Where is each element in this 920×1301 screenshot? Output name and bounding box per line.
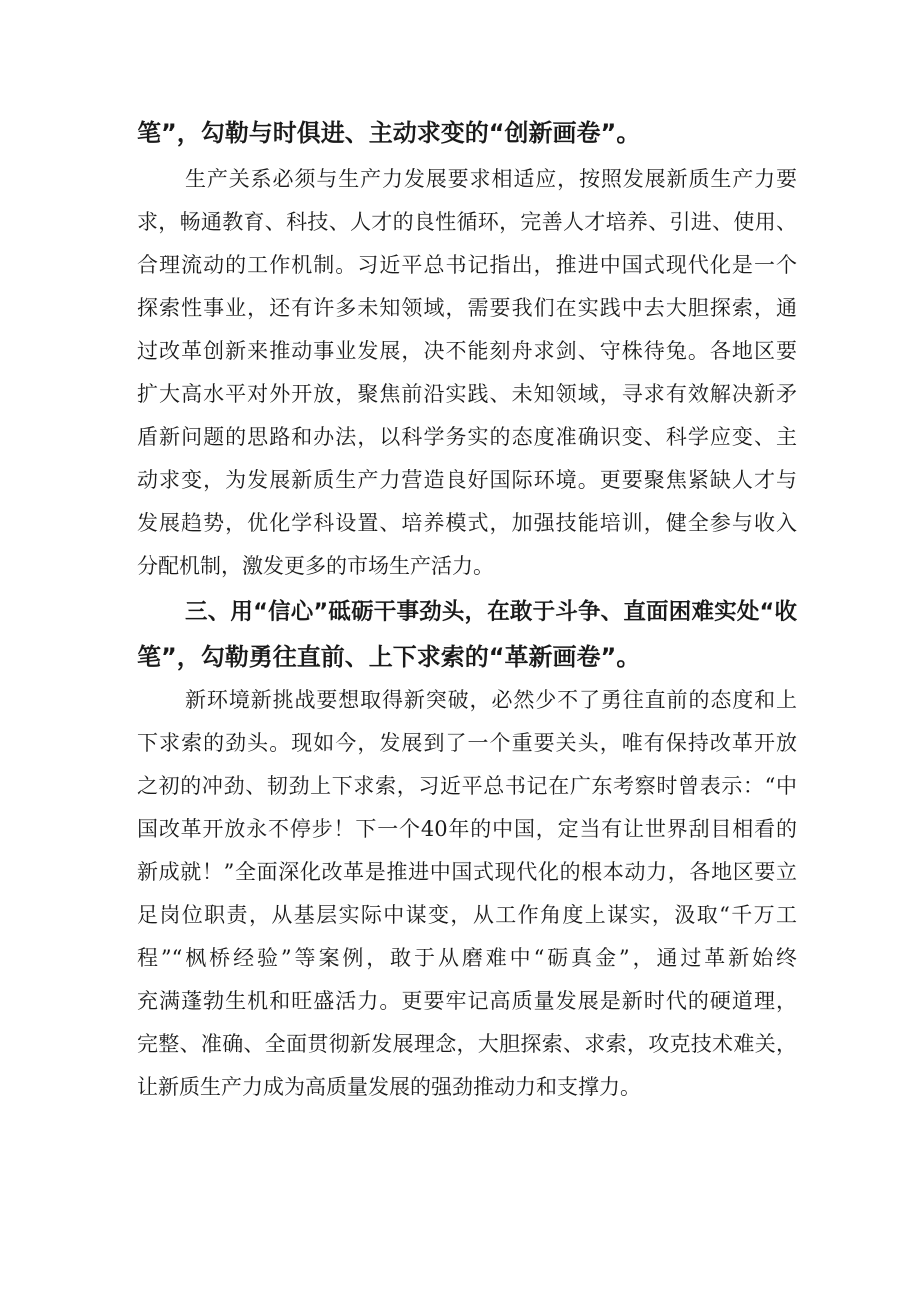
paragraph-1-line-6: 扩大高水平对外开放，聚焦前沿实践、未知领域，寻求有效解决新矛 (137, 382, 797, 406)
paragraph-2-line-1: 新环境新挑战要想取得新突破，必然少不了勇往直前的态度和上 (185, 688, 797, 712)
paragraph-2-line-2: 下求索的劲头。现如今，发展到了一个重要关头，唯有保持改革开放 (137, 731, 797, 755)
paragraph-1-line-1: 生产关系必须与生产力发展要求相适应，按照发展新质生产力要 (185, 167, 797, 191)
paragraph-2-line-5: 新成就！”全面深化改革是推进中国式现代化的根本动力，各地区要立 (137, 860, 797, 884)
paragraph-1-line-9: 发展趋势，优化学科设置、培养模式，加强技能培训，健全参与收入 (137, 511, 797, 535)
paragraph-1-line-2: 求，畅通教育、科技、人才的良性循环，完善人才培养、引进、使用、 (137, 210, 797, 234)
paragraph-1-line-7: 盾新问题的思路和办法，以科学务实的态度准确识变、科学应变、主 (137, 425, 797, 449)
paragraph-2-line-6: 足岗位职责，从基层实际中谋变，从工作角度上谋实，汲取“千万工 (137, 903, 797, 927)
section-heading-3-line-2: 笔”，勾勒勇往直前、上下求索的“革新画卷”。 (137, 643, 641, 671)
paragraph-1-line-4: 探索性事业，还有许多未知领域，需要我们在实践中去大胆探索，通 (137, 296, 797, 320)
paragraph-1-line-10: 分配机制，激发更多的市场生产活力。 (137, 554, 494, 578)
section-heading-3-line-1: 三、用“信心”砥砺干事劲头，在敢于斗争、直面困难实处“收 (185, 599, 797, 625)
paragraph-2-line-10: 让新质生产力成为高质量发展的强劲推动力和支撑力。 (137, 1075, 641, 1099)
paragraph-1-line-8: 动求变，为发展新质生产力营造良好国际环境。更要聚焦紧缺人才与 (137, 468, 797, 492)
paragraph-2-line-4: 国改革开放永不停步！下一个40年的中国，定当有让世界刮目相看的 (137, 817, 797, 841)
paragraph-2-line-3: 之初的冲劲、韧劲上下求索，习近平总书记在广东考察时曾表示：“中 (137, 774, 797, 798)
paragraph-1-line-3: 合理流动的工作机制。习近平总书记指出，推进中国式现代化是一个 (137, 253, 797, 277)
paragraph-2-line-7: 程”“枫桥经验”等案例，敢于从磨难中“砺真金”，通过革新始终 (137, 946, 797, 970)
section-heading-2-end: 笔”，勾勒与时俱进、主动求变的“创新画卷”。 (137, 119, 641, 147)
paragraph-2-line-8: 充满蓬勃生机和旺盛活力。更要牢记高质量发展是新时代的硬道理， (137, 989, 797, 1013)
paragraph-1-line-5: 过改革创新来推动事业发展，决不能刻舟求剑、守株待兔。各地区要 (137, 339, 797, 363)
paragraph-2-line-9: 完整、准确、全面贯彻新发展理念，大胆探索、求索，攻克技术难关， (137, 1032, 797, 1056)
